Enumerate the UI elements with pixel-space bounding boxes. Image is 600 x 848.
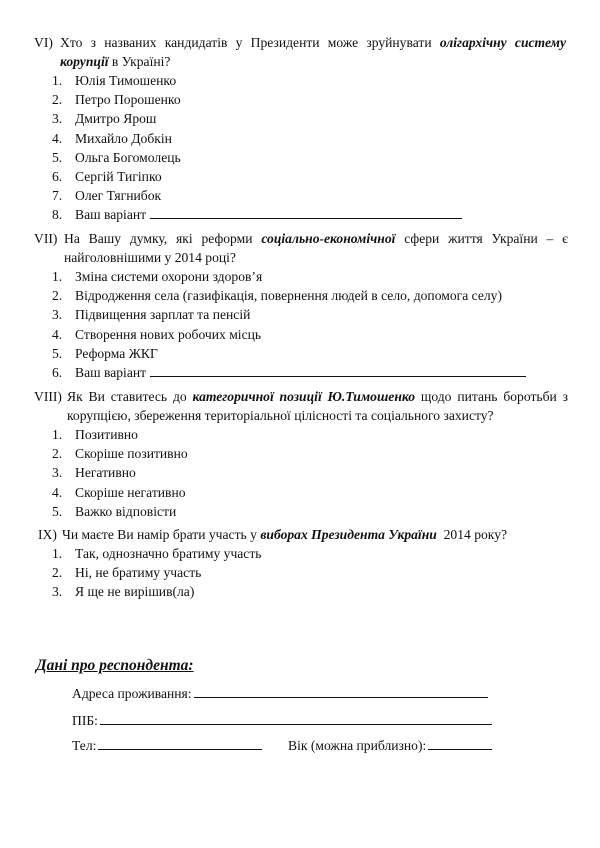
option-item[interactable]: 2. Скоріше позитивно [52, 446, 188, 462]
question-text: Хто з названих кандидатів у Президенти може зруйнувати олігархічну систему корупції в Україні? [60, 35, 566, 69]
phone-label: Тел: [72, 738, 97, 753]
option-item[interactable]: 1. Позитивно [52, 427, 138, 442]
address-field[interactable] [194, 684, 488, 698]
option-item[interactable]: 4. Скоріше негативно [52, 484, 186, 500]
age-row [288, 736, 492, 754]
option-item[interactable]: 3. Я ще не вирішив(ла) [52, 584, 195, 600]
name-field[interactable] [100, 711, 492, 725]
option-item[interactable]: 2. Ні, не братиму участь [52, 565, 202, 581]
options-list [52, 71, 566, 225]
question-text: Як Ви ставитесь до категоричної позиції Ю.Тимошенко щодо питань боротьби з корупцією, збереження територіальної цілісності та соціального захисту? [67, 389, 568, 423]
address-label: Адреса проживання: [72, 686, 192, 701]
question-number: IX) [38, 527, 57, 542]
option-item[interactable]: 3. Дмитро Ярош [52, 111, 157, 127]
option-item[interactable]: 5. Реформа ЖКГ [52, 345, 158, 361]
option-item[interactable]: 4. Створення нових робочих місць [52, 326, 262, 342]
options-list [52, 267, 568, 382]
option-item-custom[interactable]: 6. Ваш варіант [52, 363, 568, 382]
option-item[interactable]: 3. Підвищення зарплат та пенсій [52, 307, 251, 323]
question-8 [34, 387, 568, 521]
question-6 [34, 33, 566, 225]
options-list [52, 544, 568, 602]
option-item[interactable]: 6. Сергій Тигіпко [52, 168, 162, 184]
name-label: ПІБ: [72, 713, 98, 728]
options-list [52, 425, 568, 521]
option-item[interactable]: 7. Олег Тягнибок [52, 188, 162, 204]
name-row [72, 711, 492, 729]
answer-line[interactable] [150, 363, 526, 377]
option-item[interactable]: 2. Відродження села (газифікація, повернення людей в село, допомога селу) [52, 288, 502, 304]
age-field[interactable] [428, 736, 492, 750]
question-number: VIII) [34, 389, 62, 404]
option-item[interactable]: 5. Ольга Богомолець [52, 149, 181, 165]
question-9 [38, 525, 568, 602]
question-number: VII) [34, 231, 58, 246]
option-item[interactable]: 1. Так, однозначно братиму участь [52, 546, 262, 561]
phone-field[interactable] [98, 736, 262, 750]
age-label: Вік (можна приблизно): [288, 738, 427, 753]
option-item[interactable]: 3. Негативно [52, 465, 136, 481]
option-item[interactable]: 5. Важко відповісти [52, 503, 177, 519]
answer-line[interactable] [150, 205, 462, 219]
option-item-custom[interactable]: 8. Ваш варіант [52, 205, 566, 224]
question-text: На Вашу думку, які реформи соціально-економічної сфери життя України – є найголовнішими у 2014 році? [64, 231, 568, 265]
option-item[interactable]: 1. Зміна системи охорони здоров’я [52, 269, 263, 284]
address-row [72, 684, 488, 702]
question-7 [34, 229, 568, 382]
question-text: Чи маєте Ви намір брати участь у виборах Президента України 2014 року? [62, 527, 508, 542]
option-item[interactable]: 1. Юлія Тимошенко [52, 73, 177, 88]
option-item[interactable]: 2. Петро Порошенко [52, 92, 181, 108]
question-number: VI) [34, 35, 53, 50]
option-item[interactable]: 4. Михайло Добкін [52, 130, 172, 146]
respondent-section-title: Дані про респондента: [36, 657, 194, 674]
phone-row [72, 736, 262, 754]
